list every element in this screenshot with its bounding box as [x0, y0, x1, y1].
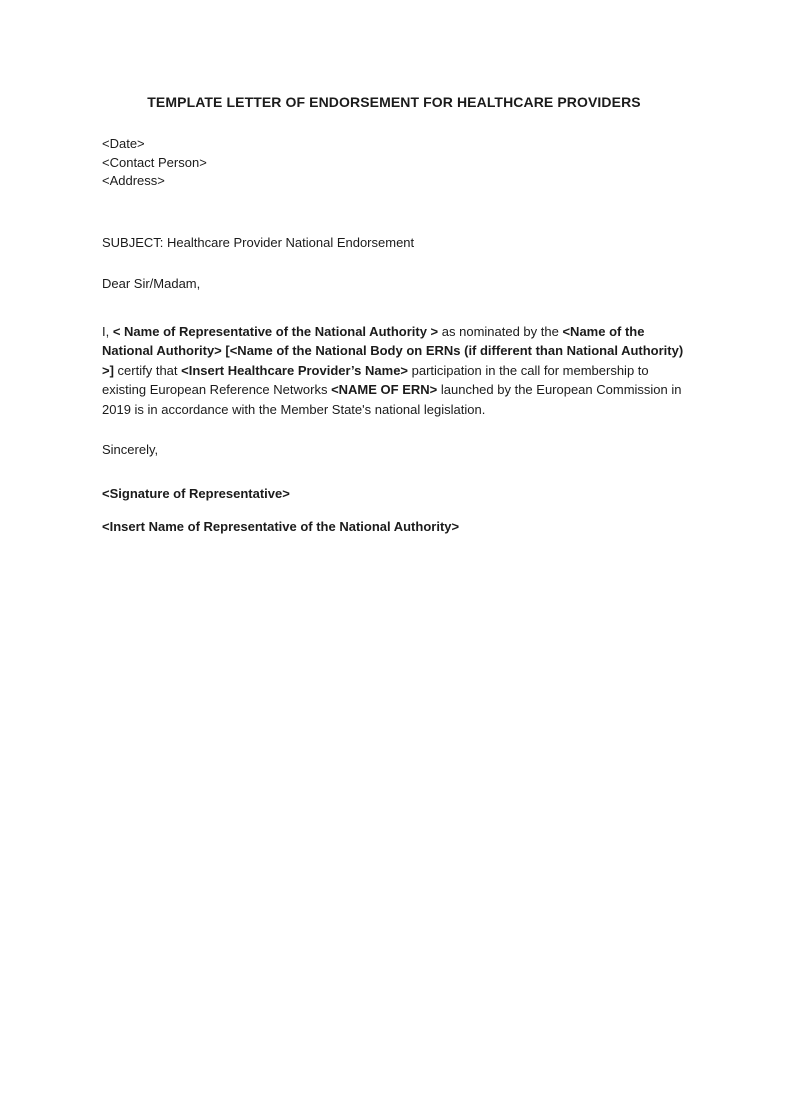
placeholder-text: <NAME OF ERN>	[331, 382, 438, 398]
placeholder-text: <Name of the National Authority> [<Name of the National Body on ERNs (if different than National Authority) >]	[102, 323, 684, 378]
closing: Sincerely,	[102, 442, 159, 458]
address-placeholder: <Address>	[102, 173, 165, 188]
subject-line: SUBJECT: Healthcare Provider National Endorsement	[102, 234, 415, 250]
body-text: I,	[102, 323, 113, 339]
body-text: certify that	[117, 362, 182, 378]
address-block	[102, 135, 686, 191]
body-text: launched by the European Commission in 2019 is in accordance with the Member State's national legislation.	[102, 382, 682, 417]
contact-person-placeholder: <Contact Person>	[102, 154, 207, 170]
signatory-name-placeholder: <Insert Name of Representative of the National Authority>	[102, 519, 460, 535]
signature-placeholder: <Signature of Representative>	[102, 486, 290, 502]
body-text: as nominated by the	[441, 323, 563, 339]
body-text: participation in the call for membership to existing European Reference Networks	[102, 362, 649, 398]
document-title: TEMPLATE LETTER OF ENDORSEMENT FOR HEALTHCARE PROVIDERS	[147, 94, 641, 110]
body-paragraph	[102, 322, 686, 420]
salutation: Dear Sir/Madam,	[102, 275, 201, 291]
placeholder-text: < Name of Representative of the National Authority >	[112, 323, 442, 339]
date-placeholder: <Date>	[102, 136, 145, 151]
placeholder-text: <Insert Healthcare Provider’s Name>	[181, 362, 409, 378]
